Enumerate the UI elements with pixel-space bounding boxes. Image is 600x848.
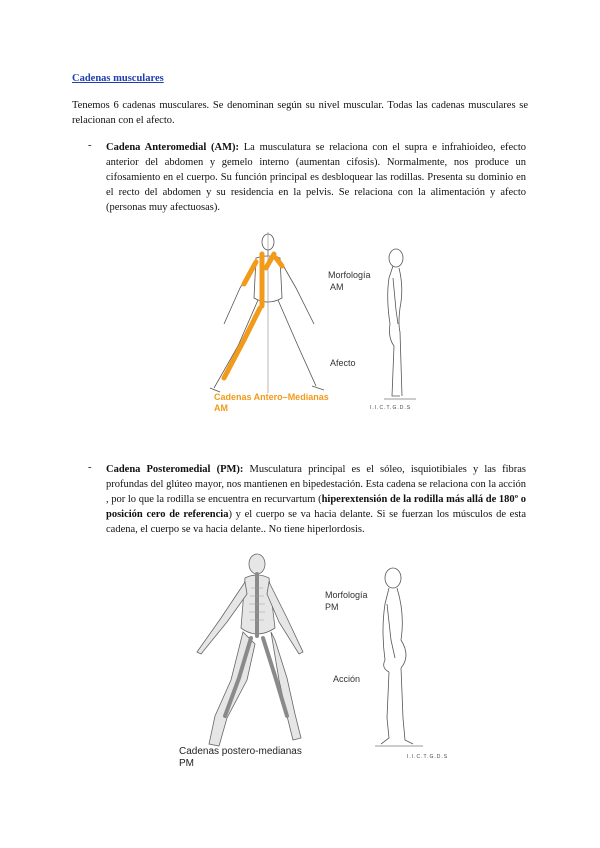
pm-caption-line2: PM — [179, 758, 194, 769]
am-paragraph — [106, 140, 526, 215]
pm-paragraph — [106, 462, 526, 537]
am-heading: Cadena Anteromedial (AM): — [106, 142, 239, 153]
am-morfologia-code: AM — [330, 282, 344, 292]
figure-pm — [175, 548, 465, 773]
bullet-dash: - — [88, 462, 92, 473]
am-morfologia-label: Morfología — [328, 270, 371, 280]
am-text: La musculatura se relaciona con el supra e infrahioideo, efecto anterior del abdomen y gemelo interno (aumentan cifosis). Normalmente, nos produce un cifosamiento en el cuerpo. Su función principal es desbloquear las rodillas. Presenta su dominio en el recto del abdomen y su residencia en la pelvis. Se relaciona con la alimentación y afecto (personas muy afectuosas). — [106, 142, 526, 213]
intro-paragraph: Tenemos 6 cadenas musculares. Se denominan según su nivel muscular. Todas las cadenas musculares se relacionan con el afecto. — [72, 100, 528, 126]
pm-emphasis: hiperextensión de la rodilla más allá de 180º o posición cero de referencia — [106, 494, 527, 520]
section-title: Cadenas musculares — [72, 73, 164, 84]
am-caption-line1: Cadenas Antero–Medianas — [214, 392, 329, 402]
pm-morfologia-label: Morfología — [325, 590, 368, 600]
pm-morfologia-code: PM — [325, 602, 339, 612]
pm-caption — [179, 746, 302, 770]
am-caption — [214, 392, 329, 414]
bullet-dash: - — [88, 140, 92, 151]
am-illustration — [200, 228, 440, 418]
pm-text-2: ) y el cuerpo se va hacia delante. Si se fuerzan los músculos de esta cadena, el cuerpo se va hacia delante.. No tiene hiperlordosis. — [106, 509, 526, 535]
am-caption-line2: AM — [214, 403, 228, 413]
pm-credit: I.I.C.T.G.D.S — [407, 754, 449, 760]
pm-text-1: Musculatura principal es el sóleo, isquiotibiales y las fibras profundas del glúteo mayor, nos mantienen en bipedestación. Esta cadena se relaciona con la acción , por lo que la rodilla se encuentra en recurvartum ( — [106, 464, 526, 505]
am-credit: I.I.C.T.G.D.S — [370, 405, 412, 411]
pm-heading: Cadena Posteromedial (PM): — [106, 464, 244, 475]
figure-am — [200, 228, 440, 418]
am-afecto-label: Afecto — [330, 358, 356, 368]
pm-illustration — [175, 548, 465, 773]
pm-caption-line1: Cadenas postero-medianas — [179, 746, 302, 757]
pm-accion-label: Acción — [333, 674, 361, 684]
